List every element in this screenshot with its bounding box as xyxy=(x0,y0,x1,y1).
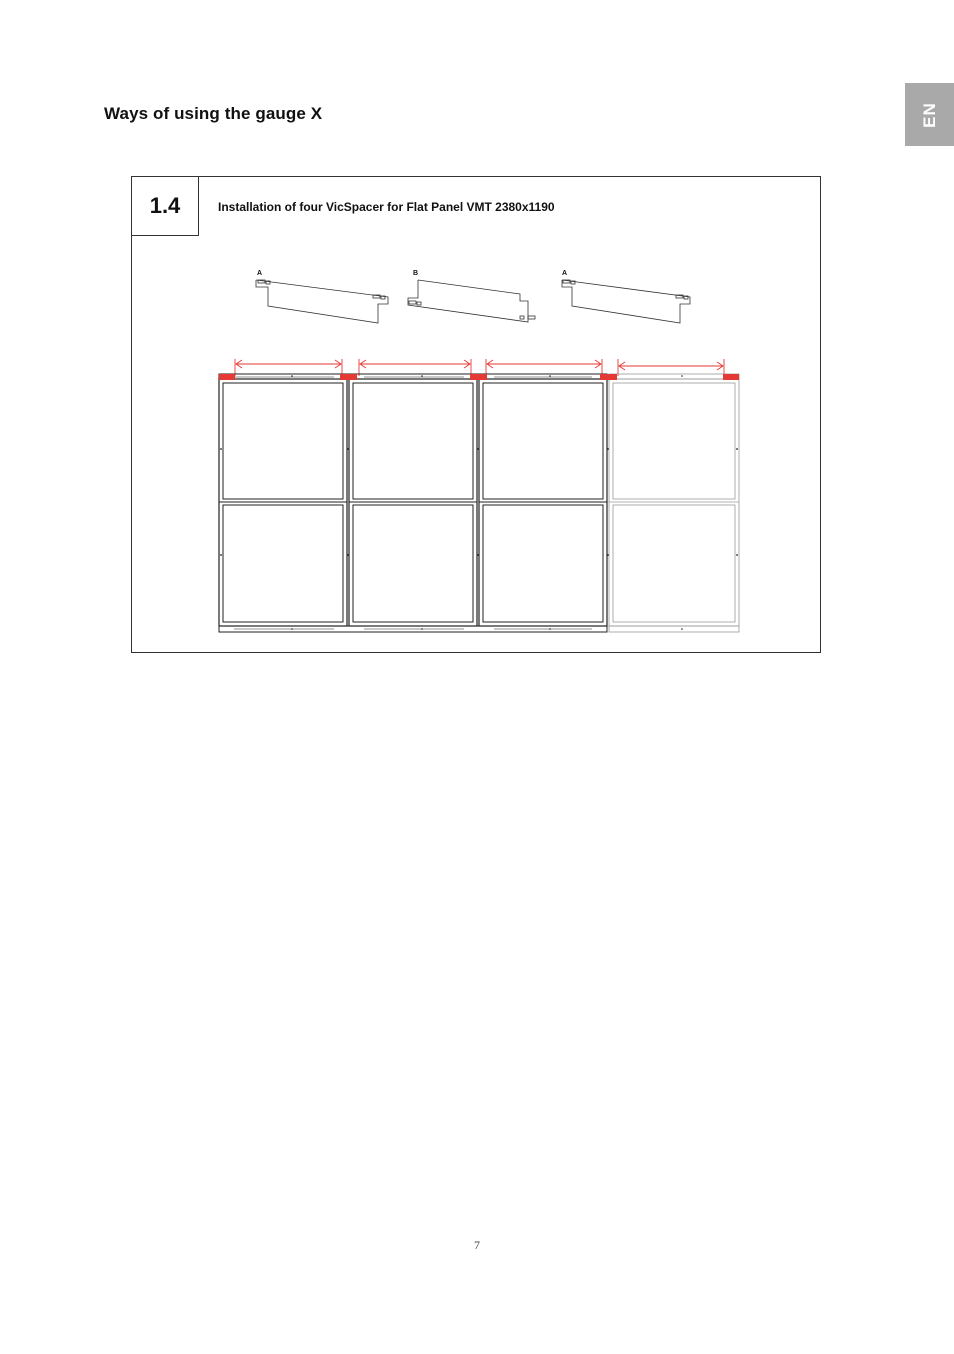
language-tab[interactable] xyxy=(905,83,954,146)
vicspacer-clip xyxy=(723,374,739,380)
flat-panel xyxy=(349,379,477,626)
spacer-part-a-left xyxy=(256,270,388,323)
spacer-part-a-right xyxy=(562,270,690,323)
vicspacer-clip xyxy=(340,374,357,380)
measurement-arrow xyxy=(359,359,471,376)
vicspacer-clip xyxy=(470,374,487,380)
part-label-b: B xyxy=(413,270,419,277)
spacer-part-b xyxy=(408,270,535,322)
flat-panel-ghost xyxy=(609,374,739,632)
installation-diagram xyxy=(132,177,822,654)
measurement-arrow xyxy=(618,359,724,376)
language-tab-label: EN xyxy=(919,101,939,128)
page-title: Ways of using the gauge X xyxy=(104,104,323,123)
part-label-a-left: A xyxy=(257,270,263,277)
vicspacer-clip xyxy=(600,374,617,380)
flat-panel xyxy=(479,379,607,626)
measurement-arrows xyxy=(235,359,724,376)
measurement-arrow xyxy=(235,359,342,376)
page-number: 7 xyxy=(474,1238,480,1252)
figure-frame xyxy=(131,176,821,653)
section-number: 1.4 xyxy=(132,177,199,236)
part-label-a-right: A xyxy=(562,270,568,277)
vicspacer-clip xyxy=(219,374,235,380)
flat-panel xyxy=(219,379,347,626)
section-title: Installation of four VicSpacer for Flat Panel VMT 2380x1190 xyxy=(218,200,555,214)
flat-panel-frames xyxy=(219,374,739,632)
measurement-arrow xyxy=(486,359,602,376)
